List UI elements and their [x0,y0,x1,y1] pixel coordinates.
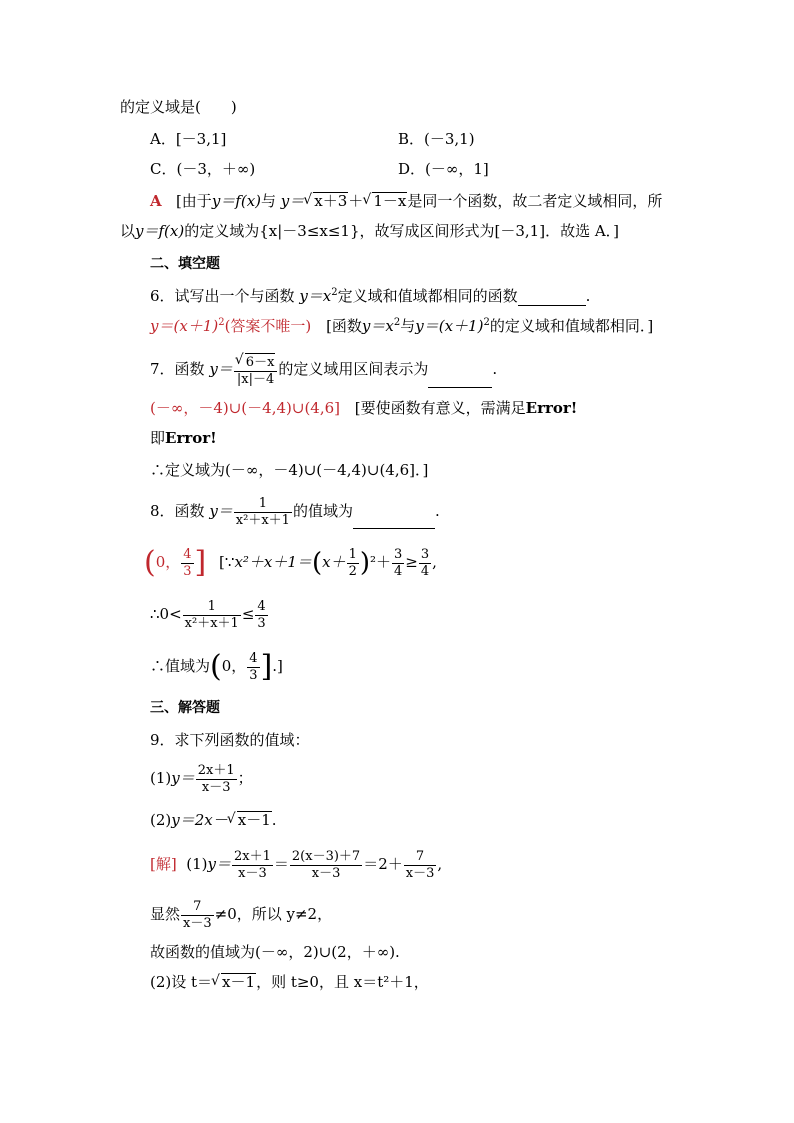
q5-option-d: D．(－∞，1] [398,160,489,178]
q5-solution-line2: 以y＝f(x)的定义域为{x|－3≤x≤1}，故写成区间形式为[－3,1]．故选 A．] [120,222,620,240]
answer-blank [353,528,435,529]
q5-option-c: C．(－3，＋∞) [150,160,256,178]
fraction: $\frac{1}{\text{x²＋x＋1}}$ [235,495,290,528]
section-heading-answers: 三、解答题 [150,700,220,716]
q8-line3: ∴值域为(0， $\frac{4}{3}$ ].] [150,649,283,684]
sqrt-expression: √ x－1 [212,972,256,992]
q8-answer: (0， $\frac{4}{3}$ ] [144,545,207,580]
q6-answer: $y=(x+1)^2$(答案不唯一) [函数$y=x^2$与$y=(x+1)^2$的定义域和值域都相同．] [150,317,654,335]
q5-answer-letter: A [150,192,162,210]
answer-blank [428,387,492,388]
q6-solution: [函数$y=x^2$与$y=(x+1)^2$的定义域和值域都相同．] [326,317,654,335]
q8-stem: 8．函数 y＝ $\frac{1}{\text{x²＋x＋1}}$ 的值域为 . [150,495,440,528]
q7-line2: 即Error! [150,429,217,447]
q5-stem: 的定义域是( ) [120,98,237,116]
fraction: √ $\frac{6-x}{|x|-4}$ [234,353,278,388]
q9-solution-line4: (2)设 t＝√ x－1，则 t≥0，且 x＝t²＋1， [150,972,429,992]
q7-stem: 7．函数 y＝ √ $\frac{6-x}{|x|-4}$ 的定义域用区间表示为 . [150,352,497,388]
q9-part1: (1)y＝ $\frac{2x+1}{x-3}$ ； [150,762,253,795]
answer-blank [518,305,586,306]
q8-answer-line: (0， $\frac{4}{3}$ ] [∵x²＋x＋1＝(x＋ $\frac{1}{2}$ )²＋ $\frac{3}{4}$ ≥ $\frac{3}{4}$ , [144,545,437,580]
q9-solution-line2: 显然 $\frac{7}{x-3}$ ≠0，所以 y≠2， [150,898,333,931]
q6-stem: 6．试写出一个与函数 $y=x^2$定义域和值域都相同的函数 . [150,287,591,305]
section-heading-fill-in: 二、填空题 [150,256,220,272]
q7-line3: ∴定义域为(－∞，－4)∪(－4,4)∪(4,6]．] [150,461,429,479]
q9-solution-line3: 故函数的值域为(－∞，2)∪(2，＋∞). [150,943,400,961]
solution-tag: [解] [150,855,177,873]
q8-line2: ∴0< $\frac{1}{\text{x²＋x＋1}}$ ≤ $\frac{4}{3}$ [150,598,266,631]
q5-option-a: A．[－3,1] [150,130,227,148]
q9-part2: (2)y＝2x－√ x－1. [150,810,277,830]
q5-option-b: B．(－3,1) [398,130,475,148]
q9-stem: 9．求下列函数的值域： [150,731,310,749]
q5-solution-line1: A [由于y＝f(x)与 y＝√ x＋3＋√ 1－x是同一个函数，故二者定义域相同，所 [150,191,662,211]
q7-answer: (－∞，－4)∪(－4,4)∪(4,6] [150,399,340,417]
q7-answer-line: (－∞，－4)∪(－4,4)∪(4,6] [要使函数有意义，需满足Error! [150,399,578,417]
sqrt-expression: √ x－1 [228,810,272,830]
q9-solution-line1: [解] (1)y＝ $\frac{2x+1}{x-3}$ ＝ $\frac{2(x-3)+7}{x-3}$ ＝2＋ $\frac{7}{x-3}$ , [150,848,443,881]
sqrt-expression: √ x＋3 [304,191,348,211]
sqrt-expression: √ 1－x [363,191,407,211]
